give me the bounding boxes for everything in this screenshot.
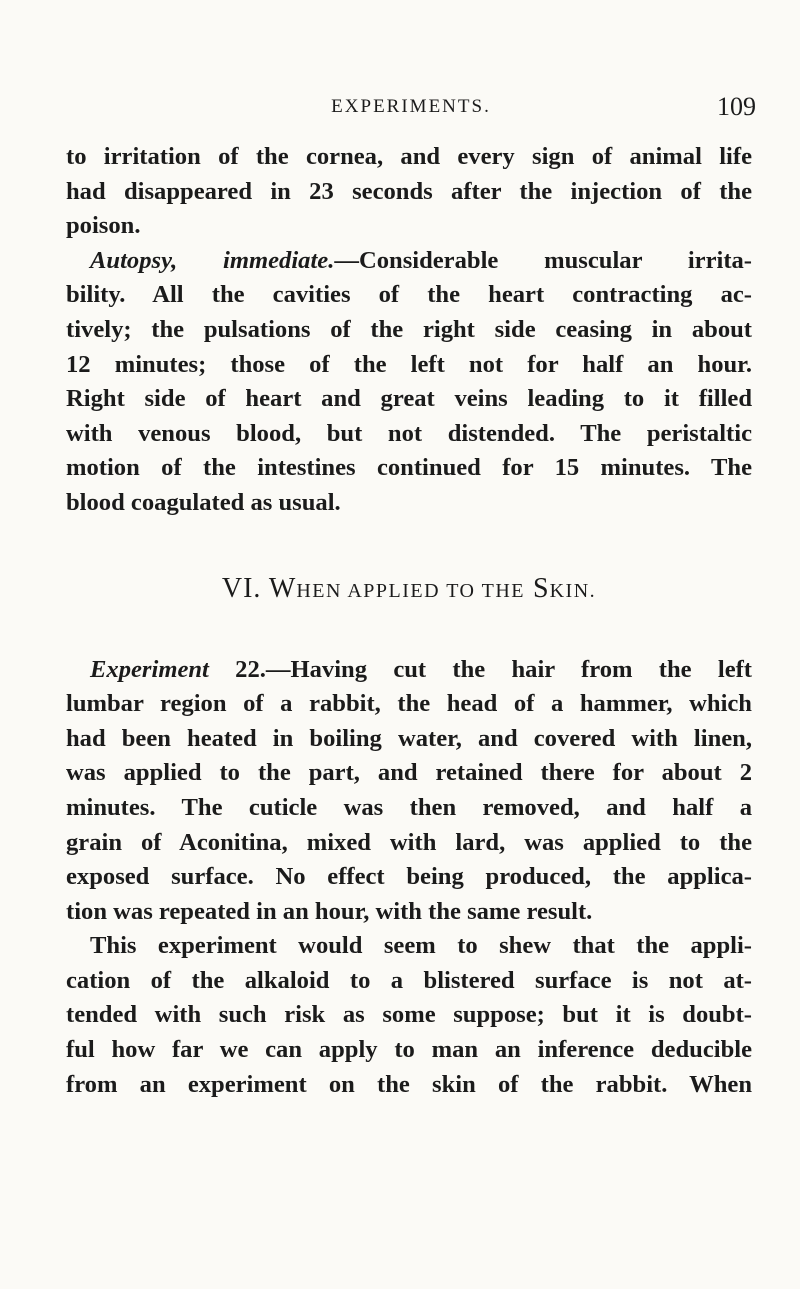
text-line: Right side of heart and great veins leading to it filled bbox=[66, 385, 752, 413]
heading-numeral: VI. bbox=[221, 572, 262, 604]
text-line bbox=[66, 244, 752, 279]
text-line: grain of Aconitina, mixed with lard, was applied to the bbox=[66, 828, 752, 856]
spacer bbox=[66, 609, 752, 653]
text-line: to irritation of the cornea, and every sign of animal life bbox=[66, 143, 752, 170]
text-line: had disappeared in 23 seconds after the injection of the bbox=[66, 177, 752, 205]
text-line: tion was repeated in an hour, with the same result. bbox=[66, 897, 593, 925]
running-head bbox=[66, 92, 756, 126]
body-text bbox=[66, 140, 752, 1102]
heading-cap-w: W bbox=[268, 572, 297, 604]
italic-lead: Experiment bbox=[90, 655, 209, 683]
text-line: 12 minutes; those of the left not for half an hour. bbox=[66, 350, 752, 378]
text-line: tended with such risk as some suppose; but it is doubt- bbox=[66, 1001, 752, 1029]
lead-rest: —Considerable muscular irrita- bbox=[334, 246, 752, 274]
text-line: motion of the intestines continued for 15 minutes. The bbox=[66, 454, 752, 482]
text-line: blood coagulated as usual. bbox=[66, 488, 341, 516]
text-line: with venous blood, but not distended. The peristaltic bbox=[66, 419, 752, 447]
text-line: was applied to the part, and retained there for about 2 bbox=[66, 759, 752, 787]
page-number: 109 bbox=[717, 92, 756, 121]
text-line: ful how far we can apply to man an inference deducible bbox=[66, 1036, 752, 1064]
text-line: had been heated in boiling water, and covered with linen, bbox=[66, 724, 752, 752]
lead-rest: 22.—Having cut the hair from the left bbox=[208, 655, 752, 683]
text-line: minutes. The cuticle was then removed, and half a bbox=[66, 793, 752, 821]
text-line: from an experiment on the skin of the rabbit. When bbox=[66, 1070, 752, 1098]
text-line bbox=[66, 653, 752, 688]
text-line: tively; the pulsations of the right side ceasing in about bbox=[66, 315, 752, 343]
heading-smallcaps-1: HEN APPLIED TO THE bbox=[296, 579, 526, 602]
italic-lead: Autopsy, immediate. bbox=[90, 246, 335, 274]
text-line: exposed surface. No effect being produced, the applica- bbox=[66, 863, 752, 891]
text-line: This experiment would seem to shew that the appli- bbox=[90, 932, 752, 960]
text-line: poison. bbox=[66, 212, 141, 240]
heading-cap-s: S bbox=[533, 572, 550, 604]
section-heading bbox=[66, 569, 752, 609]
text-line: lumbar region of a rabbit, the head of a hammer, which bbox=[66, 690, 752, 718]
heading-smallcaps-2: KIN. bbox=[549, 579, 597, 602]
text-line: bility. All the cavities of the heart contracting ac- bbox=[66, 281, 752, 309]
spacer bbox=[66, 521, 752, 569]
text-line: cation of the alkaloid to a blistered surface is not at- bbox=[66, 966, 752, 994]
running-title: EXPERIMENTS. bbox=[331, 96, 491, 117]
